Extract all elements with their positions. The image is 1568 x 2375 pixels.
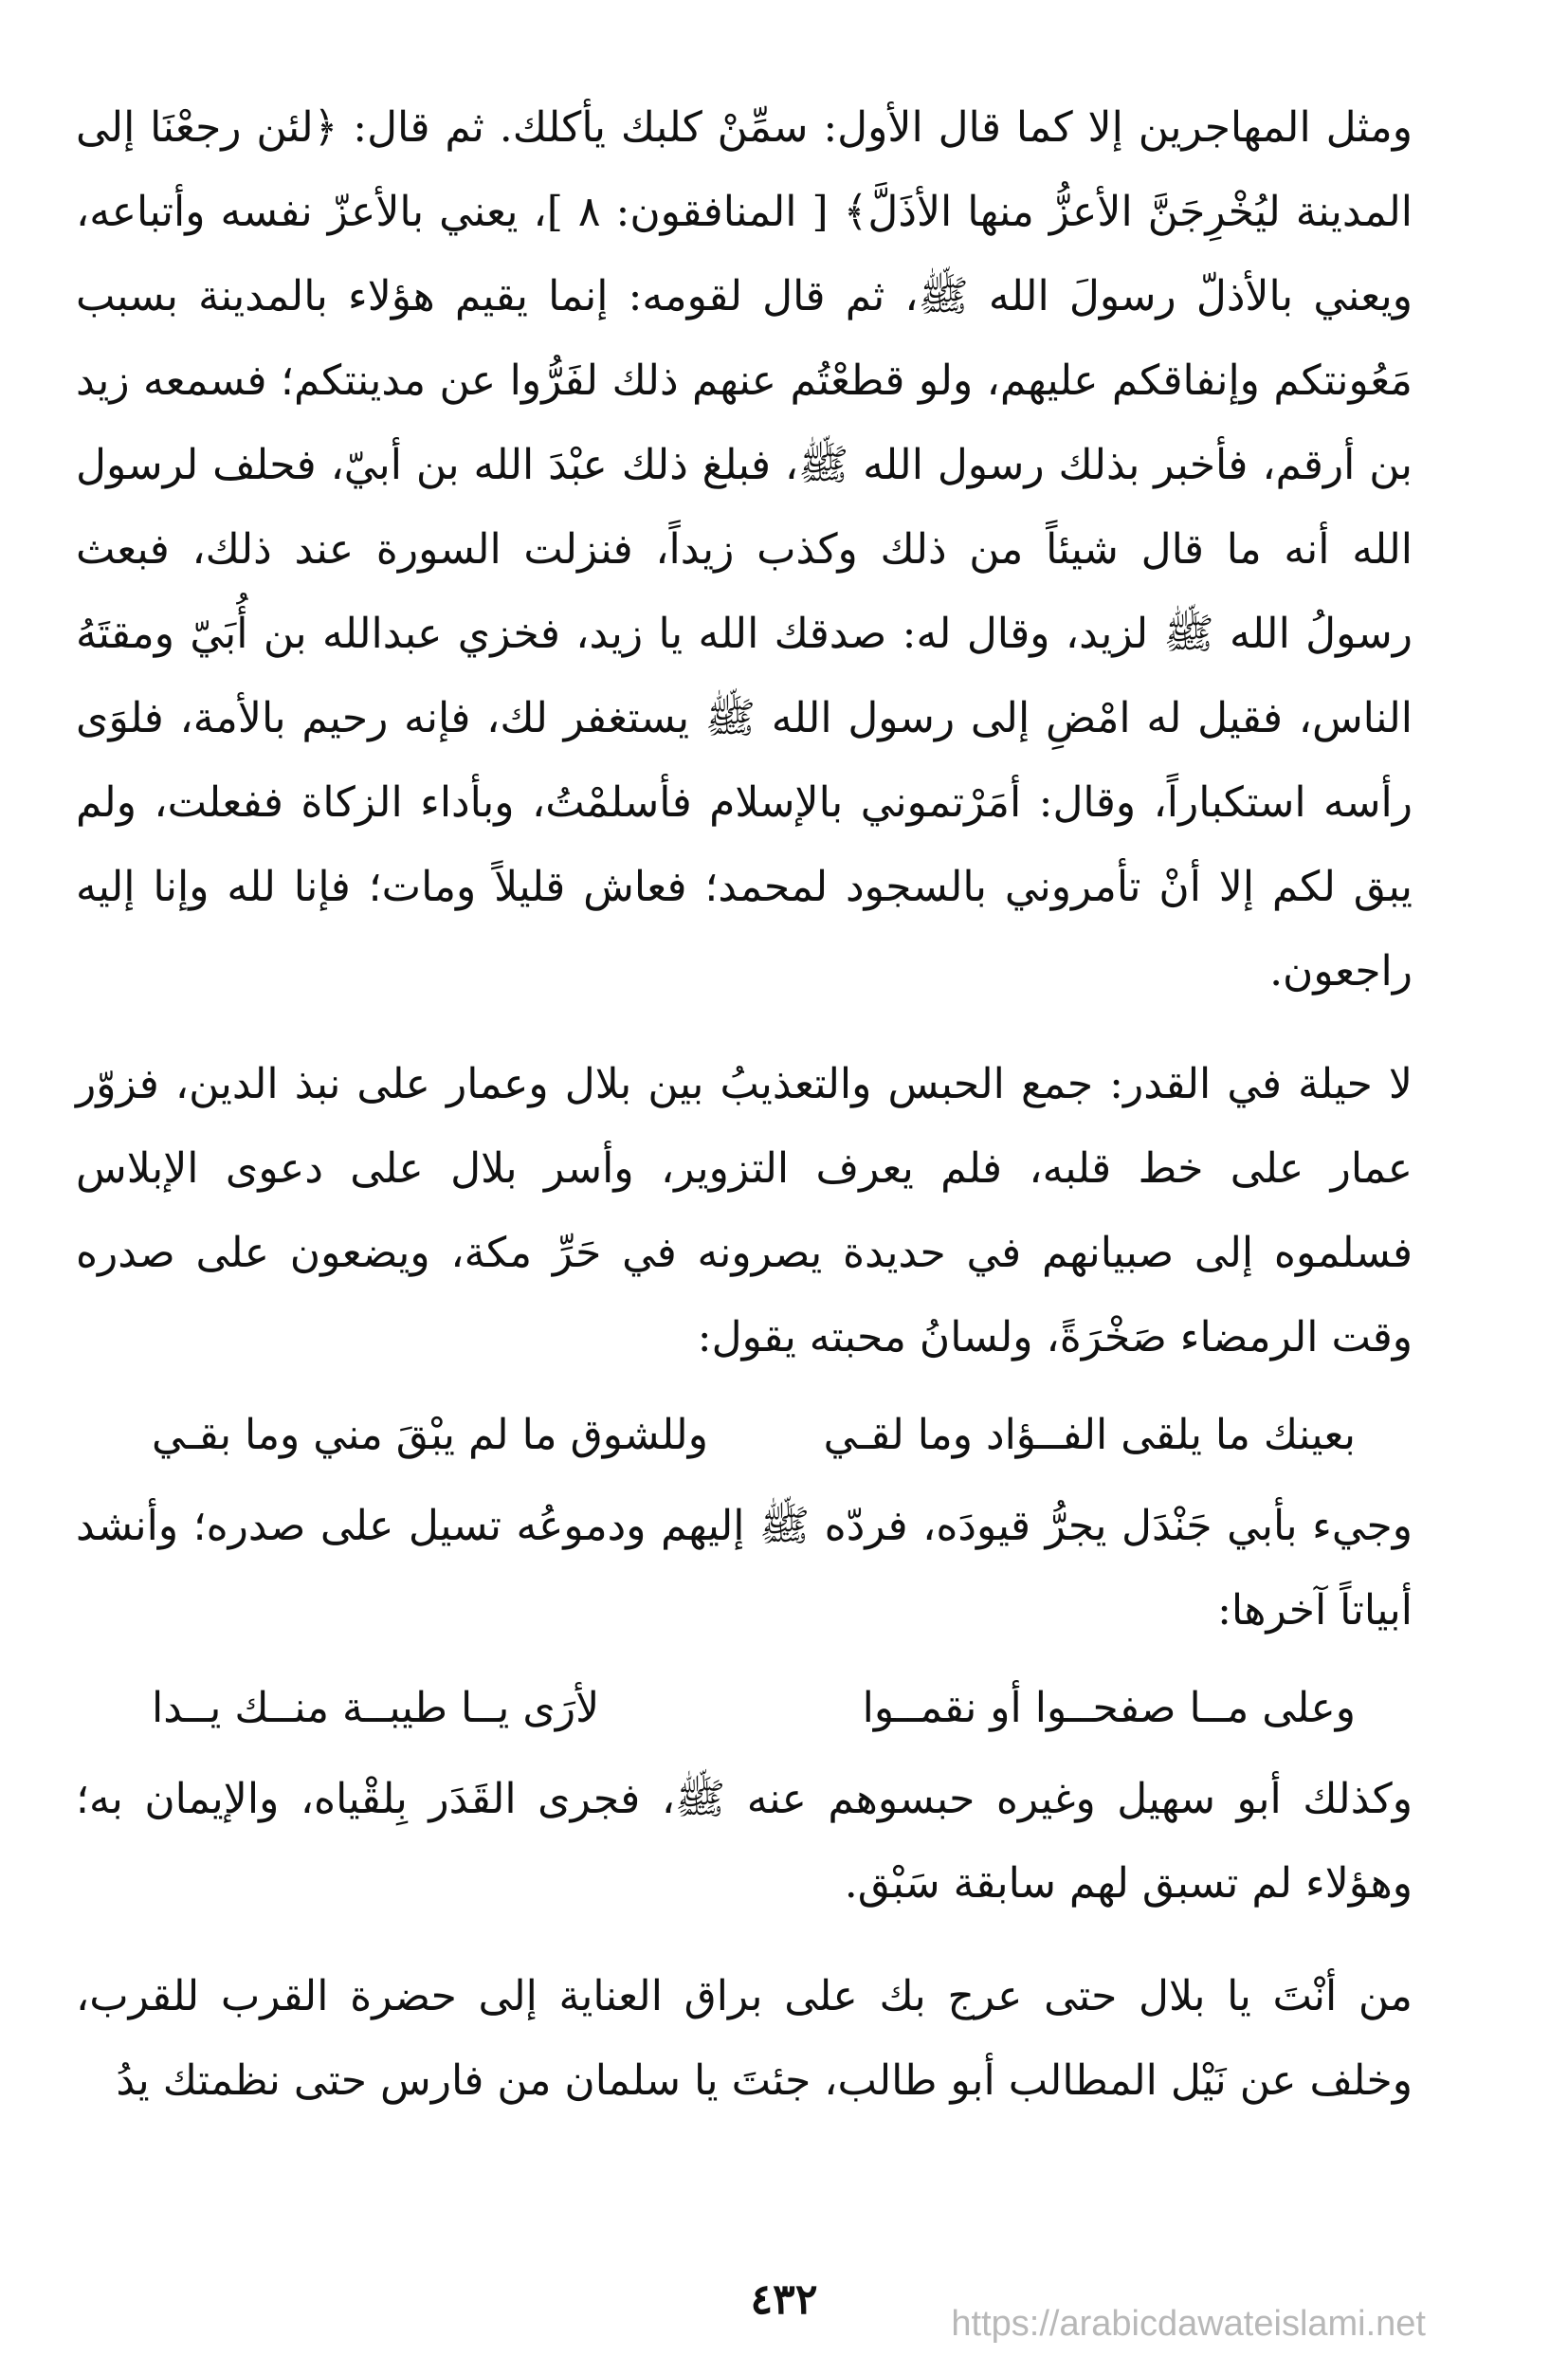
poem-verse-2: [76, 1666, 1413, 1751]
paragraph-2: لا حيلة في القدر: جمع الحبس والتعذيبُ بين بلال وعمار على نبذ الدين، فزوّر عمار على خط قلبه، فلم يعرف التزوير، وأسر بلال على دعوى الإبلاس فسلموه إلى صبيانهم في حديدة يصرونه في حَرِّ مكة، ويضعون على صدره وقت الرمضاء صَخْرَةً، ولسانُ محبته يقول:: [76, 1060, 1413, 1361]
verse-1-second-hemistich: وللشوق ما لم يبْقَ مني وما بقـي: [152, 1411, 708, 1459]
verse-1-first-hemistich: بعينك ما يلقى الفــؤاد وما لقـي: [823, 1411, 1356, 1459]
page-body: [76, 85, 1413, 2123]
paragraph-4: وكذلك أبو سهيل وغيره حبسوهم عنه ﷺ، فجرى القَدَر بِلقْياه، والإيمان به؛ وهؤلاء لم تسبق لهم سابقة سَبْق.: [76, 1775, 1413, 1908]
poem-verse-1: [76, 1393, 1413, 1478]
verse-2-first-hemistich: وعلى مــا صفحــوا أو نقمــوا: [862, 1684, 1356, 1732]
page-number: ٤٣٢: [750, 2275, 818, 2324]
watermark-url: https://arabicdawateislami.net: [951, 2304, 1426, 2344]
paragraph-3: وجيء بأبي جَنْدَل يجرُّ قيودَه، فردّه ﷺ إليهم ودموعُه تسيل على صدره؛ وأنشد أبياتاً آخرها:: [76, 1502, 1413, 1635]
verse-2-second-hemistich: لأرَى يــا طيبــة منــك يــدا: [152, 1684, 600, 1732]
paragraph-5: من أنْتَ يا بلال حتى عرج بك على براق العناية إلى حضرة القرب للقرب، وخلف عن نَيْل المطالب أبو طالب، جئتَ يا سلمان من فارس حتى نظمتك يدُ: [76, 1972, 1413, 2105]
paragraph-1: ومثل المهاجرين إلا كما قال الأول: سمِّنْ كلبك يأكلك. ثم قال: ﴿لئن رجعْنَا إلى المدينة ليُخْرِجَنَّ الأعزُّ منها الأذَلَّ﴾ [ المنافقون: ٨ ]، يعني بالأعزّ نفسه وأتباعه، ويعني بالأذلّ رسولَ الله ﷺ، ثم قال لقومه: إنما يقيم هؤلاء بالمدينة بسبب مَعُونتكم وإنفاقكم عليهم، ولو قطعْتُم عنهم ذلك لفَرُّوا عن مدينتكم؛ فسمعه زيد بن أرقم، فأخبر بذلك رسول الله ﷺ، فبلغ ذلك عبْدَ الله بن أبيّ، فحلف لرسول الله أنه ما قال شيئاً من ذلك وكذب زيداً، فنزلت السورة عند ذلك، فبعث رسولُ الله ﷺ لزيد، وقال له: صدقك الله يا زيد، فخزي عبدالله بن أُبَيّ ومقتَهُ الناس، فقيل له امْضِ إلى رسول الله ﷺ يستغفر لك، فإنه رحيم بالأمة، فلوَى رأسه استكباراً، وقال: أمَرْتموني بالإسلام فأسلمْتُ، وبأداء الزكاة ففعلت، ولم يبق لكم إلا أنْ تأمروني بالسجود لمحمد؛ فعاش قليلاً ومات؛ فإنا لله وإنا إليه راجعون.: [76, 103, 1413, 996]
